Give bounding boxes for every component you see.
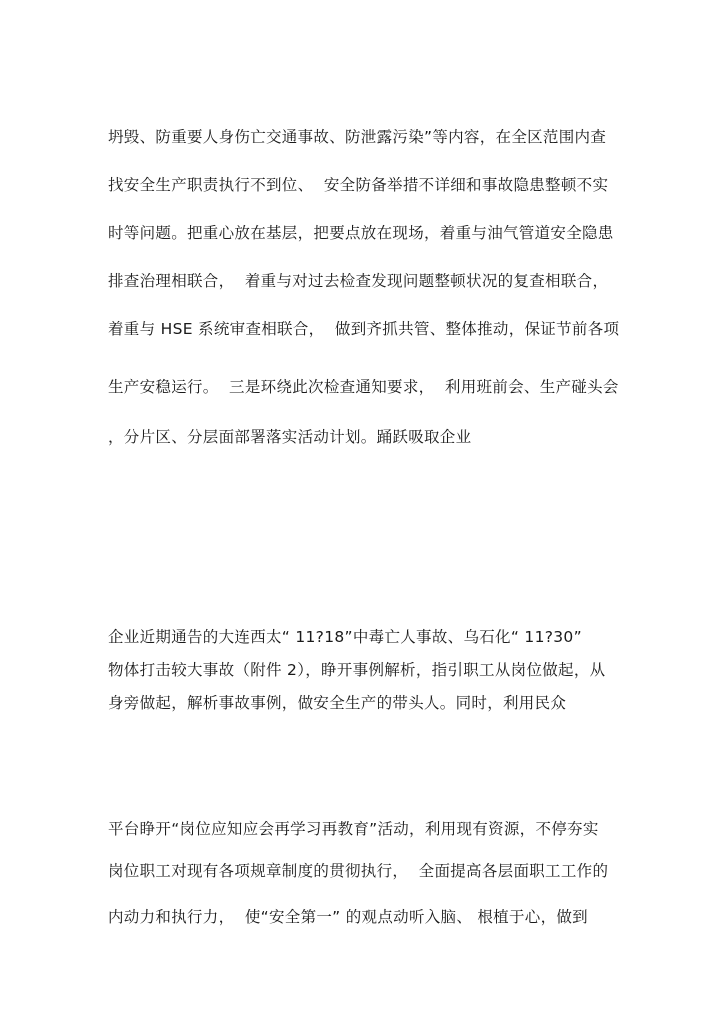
paragraph-1-line-7: ，分片区、分层面部署落实活动计划。踊跃吸取企业 xyxy=(108,428,472,446)
paragraph-1-line-2: 找安全生产职责执行不到位、 安全防备举措不详细和事故隐患整顿不实 xyxy=(108,176,609,194)
paragraph-3-line-2: 岗位职工对现有各项规章制度的贯彻执行， 全面提高各层面职工工作的 xyxy=(108,862,609,880)
paragraph-1-line-4: 排查治理相联合， 着重与对过去检查发现问题整顿状况的复查相联合， xyxy=(108,272,609,290)
paragraph-2-line-2: 物体打击较大事故（附件 2），睁开事例解析，指引职工从岗位做起，从 xyxy=(108,661,606,679)
paragraph-2-line-3: 身旁做起，解析事故事例，做安全生产的带头人。同时，利用民众 xyxy=(108,694,567,712)
paragraph-3-line-1: 平台睁开“岗位应知应会再学习再教育”活动，利用现有资源，不停夯实 xyxy=(108,820,599,838)
paragraph-1-line-3: 时等问题。把重心放在基层，把要点放在现场，着重与油气管道安全隐患 xyxy=(108,224,614,242)
paragraph-2-line-1: 企业近期通告的大连西太“ 11?18”中毒亡人事故、乌石化“ 11?30” xyxy=(108,628,582,646)
paragraph-1-line-1: 坍毁、防重要人身伤亡交通事故、防泄露污染”等内容，在全区范围内查 xyxy=(108,128,607,146)
paragraph-1-line-6: 生产安稳运行。 三是环绕此次检查通知要求， 利用班前会、生产碰头会 xyxy=(108,378,619,396)
paragraph-1-line-5: 着重与 HSE 系统审查相联合， 做到齐抓共管、整体推动，保证节前各项 xyxy=(108,320,620,338)
paragraph-3-line-3: 内动力和执行力， 使“安全第一” 的观点动听入脑、 根植于心，做到 xyxy=(108,908,588,926)
